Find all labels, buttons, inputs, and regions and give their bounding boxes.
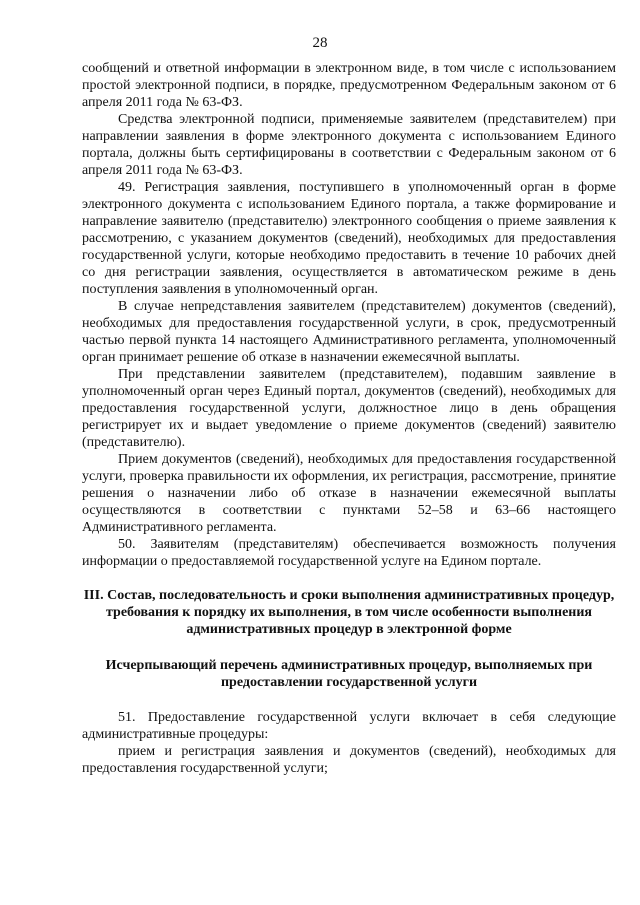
paragraph-continuation: сообщений и ответной информации в электронном виде, в том числе с использованием простой электронной подписи, в порядке, предусмотренном Федеральным законом от 6 апреля 2011 года № 63-ФЗ. (82, 61, 616, 110)
paragraph-procedure-1: прием и регистрация заявления и документов (сведений), необходимых для предоставления государственной услуги; (82, 744, 616, 776)
paragraph-non-submission: В случае непредставления заявителем (представителем) документов (сведений), необходимых для предоставления государственной услуги, в срок, предусмотренный частью первой пункта 14 настоящего Административного регламента, уполномоченный орган принимает решение об отказе в назначении ежемесячной выплаты. (82, 299, 616, 365)
subsection-heading: Исчерпывающий перечень административных процедур, выполняемых при предоставлении государственной услуги (105, 658, 593, 690)
document-body (82, 60, 616, 777)
paragraph-submission: При представлении заявителем (представителем), подавшим заявление в уполномоченный орган через Единый портал, документов (сведений), необходимых для предоставления государственной услуги, должностное лицо в день обращения регистрирует их и выдает уведомление о приеме документов (сведений) заявителю (представителю). (82, 367, 616, 450)
paragraph-item-49: 49. Регистрация заявления, поступившего в уполномоченный орган в форме электронного документа с использованием Единого портала, а также формирование и направление заявителю (представителю) электронного сообщения о приеме заявления к рассмотрению, с указанием документов (сведений), необходимых для предоставления государственной услуги, которые необходимо предоставить в течение 10 рабочих дней со дня регистрации заявления, осуществляется в автоматическом режиме в день поступления заявления в уполномоченный орган. (82, 180, 616, 297)
paragraph-electronic-signature: Средства электронной подписи, применяемые заявителем (представителем) при направлении заявления в форме электронного документа с использованием Единого портала, должны быть сертифицированы в соответствии с Федеральным законом от 6 апреля 2011 года № 63-ФЗ. (82, 112, 616, 178)
paragraph-item-50: 50. Заявителям (представителям) обеспечивается возможность получения информации о предоставляемой государственной услуге на Едином портале. (82, 537, 616, 569)
paragraph-reception: Прием документов (сведений), необходимых для предоставления государственной услуги, проверка правильности их оформления, их регистрация, рассмотрение, принятие решения о назначении либо об отказе в назначении ежемесячной выплаты осуществляются в соответствии с пунктами 52–58 и 63–66 настоящего Административного регламента. (82, 452, 616, 535)
paragraph-item-51: 51. Предоставление государственной услуги включает в себя следующие административные процедуры: (82, 710, 616, 742)
section-heading: III. Состав, последовательность и сроки выполнения административных процедур, требования к порядку их выполнения, в том числе особенности выполнения административных процедур в электронной форме (83, 588, 615, 637)
page-number: 28 (312, 35, 328, 51)
